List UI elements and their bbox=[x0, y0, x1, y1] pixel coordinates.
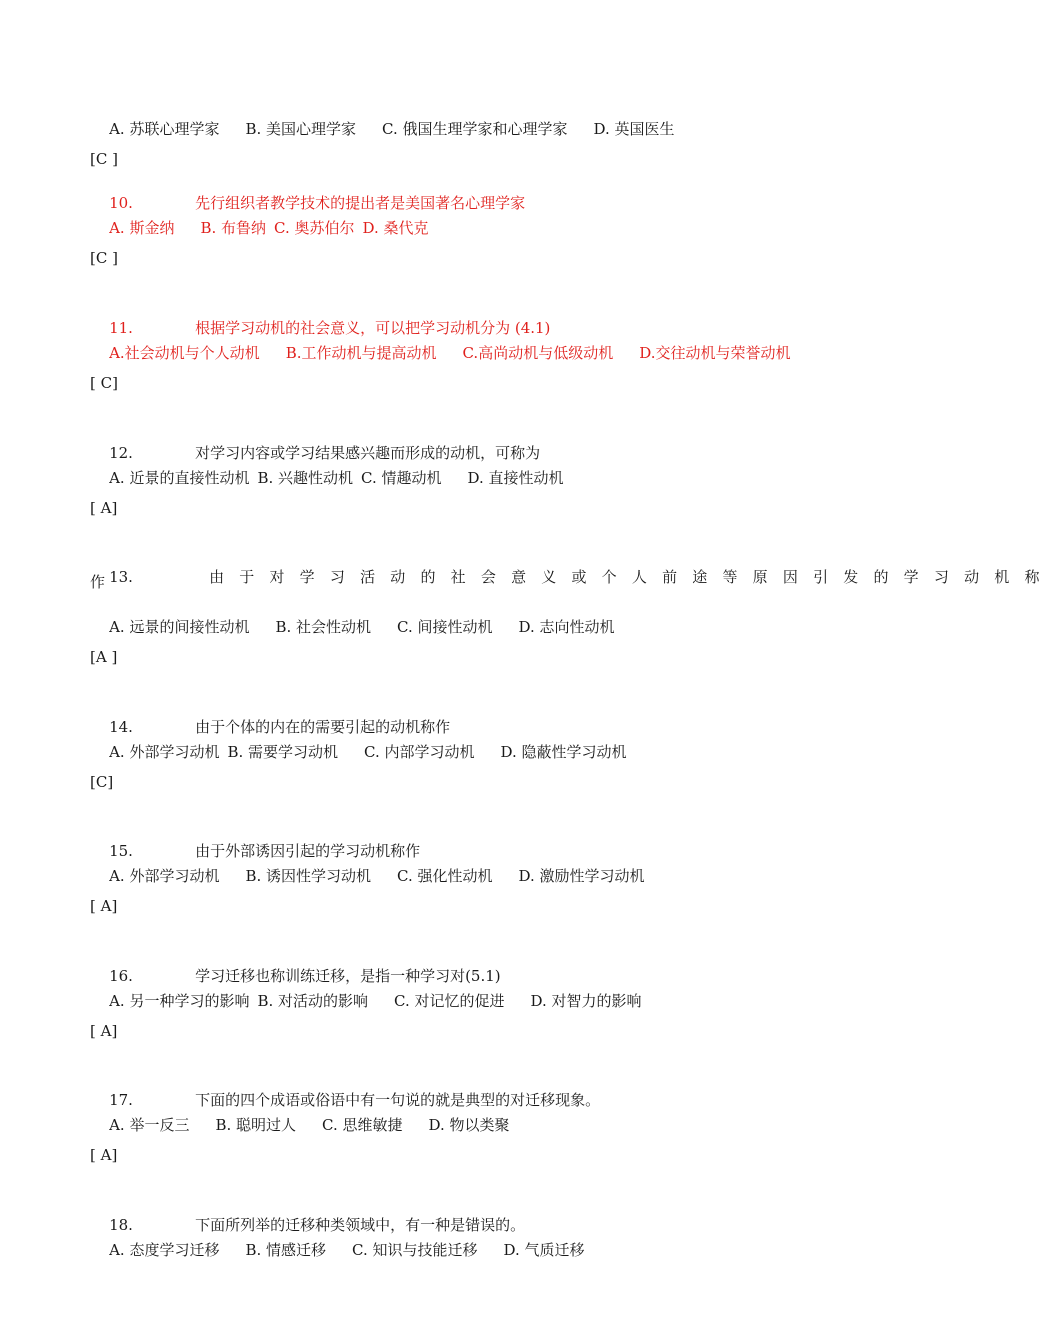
q9-option-d: D. 英国医生 bbox=[593, 120, 675, 138]
q17-option-d: D. 物以类聚 bbox=[428, 1116, 510, 1134]
q18-options bbox=[90, 1220, 585, 1259]
q18-question bbox=[90, 1195, 526, 1234]
q18-option-b: B. 情感迁移 bbox=[245, 1241, 327, 1259]
q14-number: 14. bbox=[109, 718, 133, 736]
q9-options bbox=[90, 99, 675, 138]
q15-option-d: D. 激励性学习动机 bbox=[518, 867, 645, 885]
q16-number: 16. bbox=[109, 967, 133, 985]
q12-text: 对学习内容或学习结果感兴趣而形成的动机，可称为 bbox=[195, 444, 541, 462]
q17-text: 下面的四个成语或俗语中有一句说的就是典型的对迁移现象。 bbox=[195, 1091, 601, 1109]
q10-question bbox=[90, 173, 526, 212]
q14-option-b: B. 需要学习动机 bbox=[227, 743, 339, 761]
q16-option-a: A. 另一种学习的影响 bbox=[109, 992, 250, 1010]
q9-option-a: A. 苏联心理学家 bbox=[109, 120, 220, 138]
q14-text: 由于个体的内在的需要引起的动机称作 bbox=[195, 718, 451, 736]
q16-option-c: C. 对记忆的促进 bbox=[394, 992, 505, 1010]
q9-option-c: C. 俄国生理学家和心理学家 bbox=[382, 120, 568, 138]
q10-options bbox=[90, 198, 429, 237]
q13-text-continued: 作 bbox=[90, 573, 106, 591]
q13-text: 由于对学习活动的社会意义或个人前途等原因引发的学习动机称 bbox=[209, 568, 1055, 586]
q10-text: 先行组织者教学技术的提出者是美国著名心理学家 bbox=[195, 194, 526, 212]
q10-answer: [C ] bbox=[90, 249, 118, 267]
q14-options bbox=[90, 722, 627, 761]
q12-option-d: D. 直接性动机 bbox=[467, 469, 564, 487]
q15-answer: [ A] bbox=[90, 897, 118, 915]
q12-question bbox=[90, 423, 541, 462]
q14-question bbox=[90, 697, 451, 736]
q11-option-d: D.交往动机与荣誉动机 bbox=[639, 344, 791, 362]
q15-option-c: C. 强化性动机 bbox=[397, 867, 493, 885]
q17-option-c: C. 思维敏捷 bbox=[322, 1116, 403, 1134]
q11-question bbox=[90, 298, 551, 337]
q12-options bbox=[90, 448, 564, 487]
q11-option-a: A.社会动机与个人动机 bbox=[109, 344, 260, 362]
q18-option-c: C. 知识与技能迁移 bbox=[352, 1241, 478, 1259]
q12-answer: [ A] bbox=[90, 499, 118, 517]
q15-option-a: A. 外部学习动机 bbox=[109, 867, 220, 885]
q16-question bbox=[90, 946, 501, 985]
q15-text: 由于外部诱因引起的学习动机称作 bbox=[195, 842, 421, 860]
q12-option-c: C. 情趣动机 bbox=[361, 469, 442, 487]
q11-number: 11. bbox=[109, 319, 133, 337]
q14-option-a: A. 外部学习动机 bbox=[109, 743, 220, 761]
q17-question bbox=[90, 1070, 601, 1109]
q13-option-a: A. 远景的间接性动机 bbox=[109, 618, 250, 636]
q16-option-b: B. 对活动的影响 bbox=[257, 992, 369, 1010]
q12-number: 12. bbox=[109, 444, 133, 462]
q12-option-a: A. 近景的直接性动机 bbox=[109, 469, 250, 487]
q11-options bbox=[90, 323, 791, 362]
q11-text: 根据学习动机的社会意义，可以把学习动机分为 (4.1) bbox=[195, 319, 551, 337]
q17-answer: [ A] bbox=[90, 1146, 118, 1164]
q18-option-a: A. 态度学习迁移 bbox=[109, 1241, 220, 1259]
q14-option-d: D. 隐蔽性学习动机 bbox=[500, 743, 627, 761]
q15-options bbox=[90, 846, 645, 885]
q13-answer: [A ] bbox=[90, 648, 118, 666]
q15-option-b: B. 诱因性学习动机 bbox=[245, 867, 372, 885]
q10-option-c: C. 奥苏伯尔 bbox=[274, 219, 355, 237]
q10-option-b: B. 布鲁纳 bbox=[200, 219, 267, 237]
q15-number: 15. bbox=[109, 842, 133, 860]
q18-option-d: D. 气质迁移 bbox=[503, 1241, 585, 1259]
q11-answer: [ C] bbox=[90, 374, 118, 392]
q14-option-c: C. 内部学习动机 bbox=[364, 743, 475, 761]
q17-options bbox=[90, 1095, 510, 1134]
q16-answer: [ A] bbox=[90, 1022, 118, 1040]
q10-option-a: A. 斯金纳 bbox=[109, 219, 175, 237]
q12-option-b: B. 兴趣性动机 bbox=[257, 469, 354, 487]
q9-option-b: B. 美国心理学家 bbox=[245, 120, 357, 138]
q16-options bbox=[90, 971, 642, 1010]
q18-text: 下面所列举的迁移种类领域中，有一种是错误的。 bbox=[195, 1216, 526, 1234]
q17-option-b: B. 聪明过人 bbox=[215, 1116, 297, 1134]
q13-option-b: B. 社会性动机 bbox=[275, 618, 372, 636]
q13-question bbox=[90, 547, 1055, 586]
q13-option-d: D. 志向性动机 bbox=[518, 618, 615, 636]
q17-option-a: A. 举一反三 bbox=[109, 1116, 190, 1134]
q11-option-c: C.高尚动机与低级动机 bbox=[462, 344, 614, 362]
q13-number: 13. bbox=[109, 568, 133, 586]
q15-question bbox=[90, 821, 421, 860]
q13-options bbox=[90, 597, 615, 636]
q13-option-c: C. 间接性动机 bbox=[397, 618, 493, 636]
q14-answer: [C] bbox=[90, 773, 114, 791]
q16-text: 学习迁移也称训练迁移，是指一种学习对(5.1) bbox=[195, 967, 501, 985]
q10-number: 10. bbox=[109, 194, 133, 212]
q9-answer: [C ] bbox=[90, 150, 118, 168]
q18-number: 18. bbox=[109, 1216, 133, 1234]
q11-option-b: B.工作动机与提高动机 bbox=[285, 344, 437, 362]
q10-option-d: D. 桑代克 bbox=[362, 219, 429, 237]
q17-number: 17. bbox=[109, 1091, 133, 1109]
q16-option-d: D. 对智力的影响 bbox=[530, 992, 642, 1010]
